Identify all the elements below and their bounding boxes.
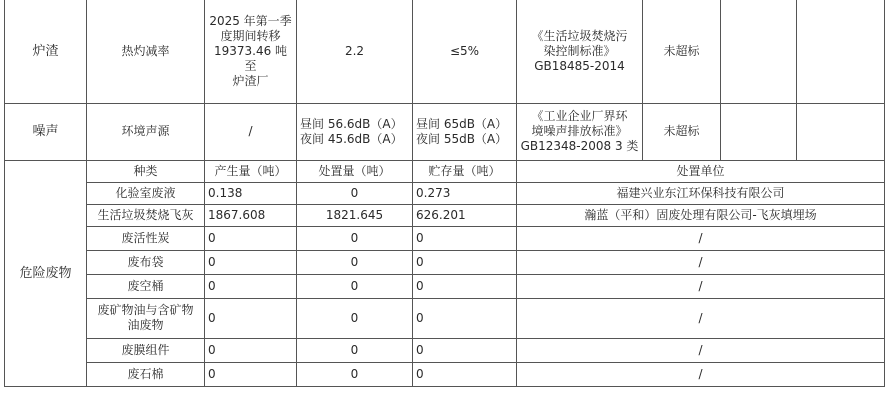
- noise-empty-2: [797, 103, 885, 160]
- slag-empty-1: [721, 0, 797, 103]
- waste-stored: 0: [413, 274, 517, 298]
- noise-empty-1: [721, 103, 797, 160]
- waste-unit: /: [517, 250, 885, 274]
- table-row: [5, 204, 885, 226]
- waste-disposed: 0: [297, 226, 413, 250]
- waste-type: 废空桶: [87, 274, 205, 298]
- slag-result: 未超标: [643, 0, 721, 103]
- waste-produced: 0.138: [205, 182, 297, 204]
- waste-type: 废石棉: [87, 362, 205, 386]
- waste-produced: 0: [205, 362, 297, 386]
- slag-measured: 2.2: [297, 0, 413, 103]
- waste-stored: 626.201: [413, 204, 517, 226]
- waste-unit: 福建兴业东江环保科技有限公司: [517, 182, 885, 204]
- table-row: [5, 338, 885, 362]
- waste-type: 废膜组件: [87, 338, 205, 362]
- noise-limit: 昼间 65dB（A） 夜间 55dB（A）: [413, 103, 517, 160]
- waste-unit: /: [517, 274, 885, 298]
- header-unit: 处置单位: [517, 160, 885, 182]
- header-disposed: 处置量（吨）: [297, 160, 413, 182]
- waste-stored: 0.273: [413, 182, 517, 204]
- waste-stored: 0: [413, 226, 517, 250]
- waste-produced: 0: [205, 250, 297, 274]
- waste-produced: 0: [205, 274, 297, 298]
- noise-production: /: [205, 103, 297, 160]
- waste-type: 废活性炭: [87, 226, 205, 250]
- noise-standard: 《工业企业厂界环 境噪声排放标准》 GB12348-2008 3 类: [517, 103, 643, 160]
- slag-production: 2025 年第一季 度期间转移 19373.46 吨至 炉渣厂: [205, 0, 297, 103]
- slag-standard: 《生活垃圾焚烧污 染控制标准》 GB18485-2014: [517, 0, 643, 103]
- hazardous-category: 危险废物: [5, 160, 87, 386]
- waste-unit: /: [517, 298, 885, 338]
- waste-produced: 0: [205, 226, 297, 250]
- slag-category: 炉渣: [5, 0, 87, 103]
- waste-produced: 1867.608: [205, 204, 297, 226]
- waste-unit: 瀚蓝（平和）固废处理有限公司-飞灰填埋场: [517, 204, 885, 226]
- table-row: [5, 298, 885, 338]
- waste-unit: /: [517, 226, 885, 250]
- waste-stored: 0: [413, 338, 517, 362]
- noise-row: [5, 103, 885, 160]
- noise-result: 未超标: [643, 103, 721, 160]
- waste-disposed: 0: [297, 298, 413, 338]
- table-row: [5, 182, 885, 204]
- waste-unit: /: [517, 362, 885, 386]
- waste-type: 生活垃圾焚烧飞灰: [87, 204, 205, 226]
- hazardous-header-row: [5, 160, 885, 182]
- waste-type: 废矿物油与含矿物 油废物: [87, 298, 205, 338]
- waste-produced: 0: [205, 298, 297, 338]
- waste-disposed: 0: [297, 362, 413, 386]
- table-row: [5, 362, 885, 386]
- noise-item: 环境声源: [87, 103, 205, 160]
- slag-empty-2: [797, 0, 885, 103]
- waste-disposed: 0: [297, 338, 413, 362]
- waste-type: 废布袋: [87, 250, 205, 274]
- noise-measured: 昼间 56.6dB（A） 夜间 45.6dB（A）: [297, 103, 413, 160]
- waste-stored: 0: [413, 362, 517, 386]
- table-row: [5, 250, 885, 274]
- monitoring-table: [4, 0, 885, 387]
- waste-unit: /: [517, 338, 885, 362]
- waste-disposed: 0: [297, 250, 413, 274]
- slag-limit: ≤5%: [413, 0, 517, 103]
- slag-row: [5, 0, 885, 103]
- waste-stored: 0: [413, 250, 517, 274]
- noise-category: 噪声: [5, 103, 87, 160]
- header-produced: 产生量（吨）: [205, 160, 297, 182]
- header-stored: 贮存量（吨）: [413, 160, 517, 182]
- header-type: 种类: [87, 160, 205, 182]
- waste-produced: 0: [205, 338, 297, 362]
- table-row: [5, 226, 885, 250]
- waste-type: 化验室废液: [87, 182, 205, 204]
- slag-item: 热灼减率: [87, 0, 205, 103]
- waste-disposed: 0: [297, 182, 413, 204]
- waste-disposed: 1821.645: [297, 204, 413, 226]
- waste-disposed: 0: [297, 274, 413, 298]
- waste-stored: 0: [413, 298, 517, 338]
- table-row: [5, 274, 885, 298]
